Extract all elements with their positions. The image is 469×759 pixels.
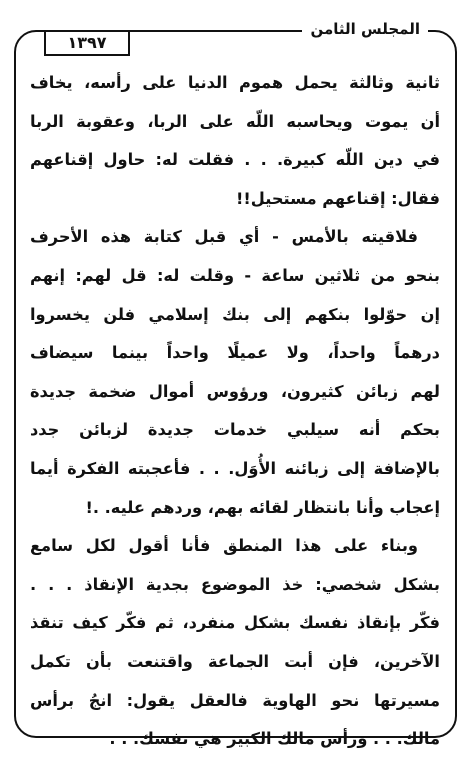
- text-line: بنحو من ثلاثين ساعة - وقلت له: قل لهم: إنهم: [30, 265, 440, 285]
- text-line: فقال: إقناعهم مستحيل!!: [236, 188, 440, 208]
- text-line: أن يموت ويحاسبه اللّه على الربا، وعقوبة الربا: [30, 111, 440, 131]
- text-line: بشكل شخصي: خذ الموضوع بجدية الإنقاذ . . .: [30, 574, 440, 594]
- text-line: فكّر بإنقاذ نفسك بشكل منفرد، ثم فكّر كيف تنقذ: [30, 613, 440, 633]
- chapter-title: المجلس الثامن: [302, 20, 428, 38]
- text-line: إن حوّلوا بنكهم إلى بنك إسلامي فلن يخسروا: [30, 304, 440, 324]
- text-line: لهم زبائن كثيرون، ورؤوس أموال ضخمة جديدة: [30, 381, 440, 401]
- text-line: مسيرتها نحو الهاوية فالعقل يقول: انجُ برأس: [30, 690, 440, 710]
- text-line: بحكم أنه سيلبي خدمات جديدة لزبائن جدد: [30, 420, 440, 440]
- text-line: بالإضافة إلى زبائنه الأُوَل. . . فأعجبته الفكرة أيما: [30, 458, 440, 478]
- text-line: في دين اللّه كبيرة. . . فقلت له: حاول إقناعهم: [30, 150, 440, 170]
- text-line: وبناء على هذا المنطق فأنا أقول لكل سامع: [30, 536, 418, 556]
- text-line: فلاقيته بالأمس - أي قبل كتابة هذه الأحرف: [30, 227, 418, 247]
- page-number: ١٣٩٧: [44, 30, 130, 56]
- page-header: [24, 14, 424, 50]
- body-text: [30, 64, 440, 759]
- text-line: ثانية وثالثة يحمل هموم الدنيا على رأسه، يخاف: [30, 73, 440, 92]
- text-line: درهماً واحداً، ولا عميلًا واحداً بينما سيضاف: [30, 343, 440, 363]
- text-line: مالك. . . ورأس مالك الكبير هي نفسك. . .: [109, 729, 440, 749]
- text-line: الآخرين، فإن أبت الجماعة واقتنعت بأن تكمل: [30, 651, 440, 671]
- text-line: إعجاب وأنا بانتظار لقائه بهم، وردهم عليه. .!: [85, 497, 440, 517]
